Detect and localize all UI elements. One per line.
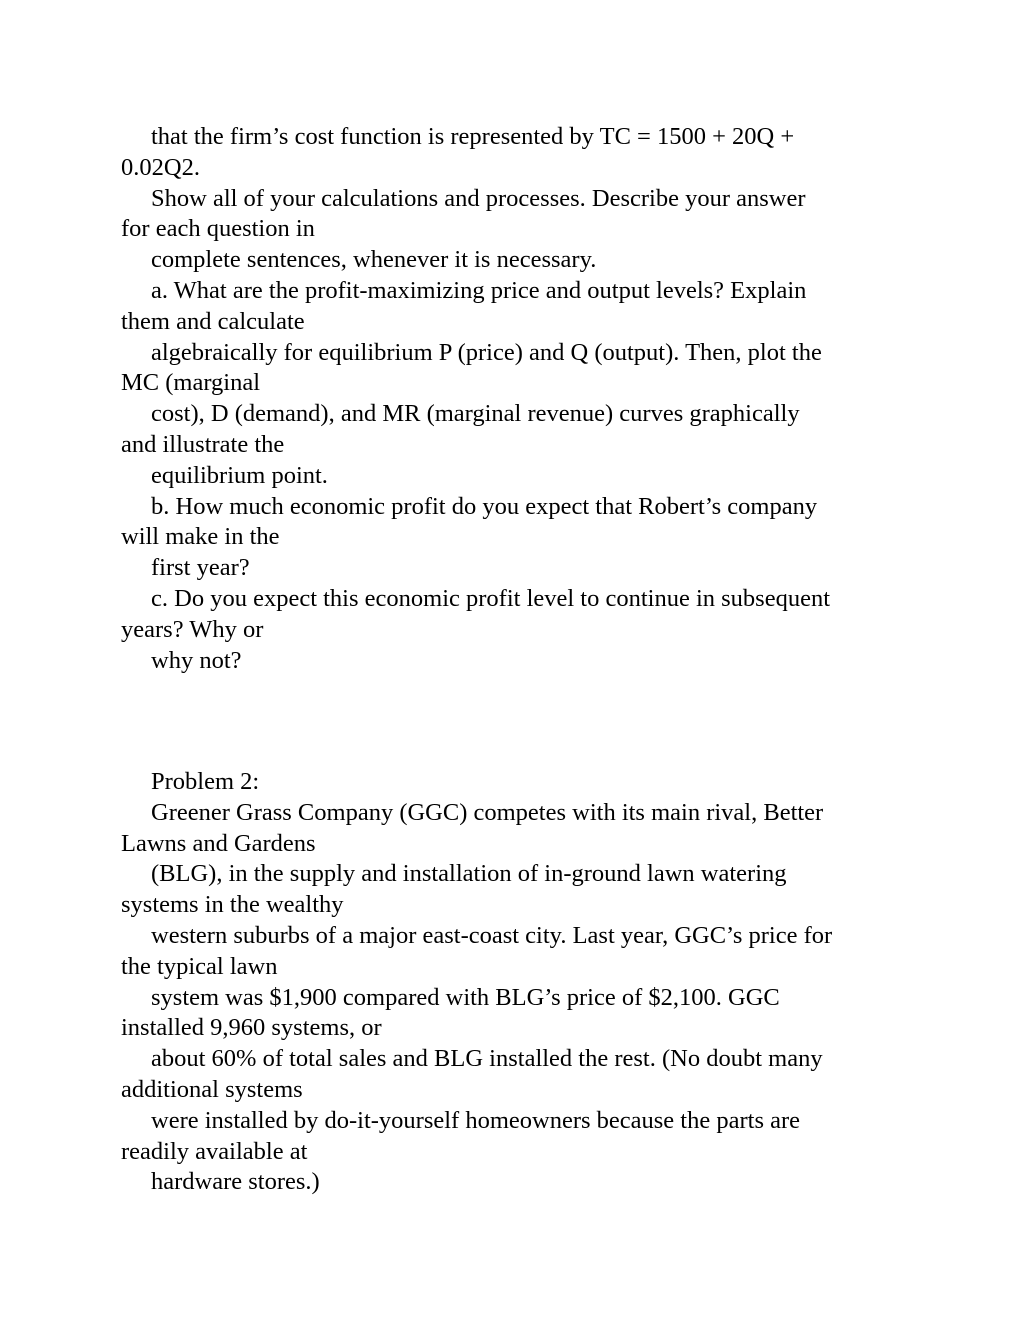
- text-line: for each question in: [121, 215, 315, 243]
- text-line: systems in the wealthy: [121, 891, 344, 919]
- text-line: equilibrium point.: [151, 461, 328, 489]
- problem-1-text: [121, 122, 921, 676]
- text-line: 0.02Q2.: [121, 153, 200, 181]
- text-line: western suburbs of a major east-coast city. Last year, GGC’s price for: [151, 921, 833, 949]
- text-line: about 60% of total sales and BLG installed the rest. (No doubt many: [151, 1045, 823, 1073]
- text-line: Show all of your calculations and processes. Describe your answer: [151, 184, 806, 212]
- text-line: them and calculate: [121, 307, 305, 335]
- text-line: hardware stores.): [151, 1168, 320, 1196]
- text-line: years? Why or: [121, 615, 264, 643]
- text-line: will make in the: [121, 523, 280, 551]
- text-line: the typical lawn: [121, 952, 278, 980]
- text-line: were installed by do-it-yourself homeowners because the parts are: [151, 1106, 801, 1134]
- text-line: MC (marginal: [121, 369, 261, 397]
- problem-2-text: [121, 767, 921, 1198]
- problem-2-heading: Problem 2:: [151, 768, 260, 795]
- text-line: installed 9,960 systems, or: [121, 1014, 382, 1042]
- text-line: Lawns and Gardens: [121, 829, 316, 857]
- text-line: why not?: [151, 646, 242, 674]
- text-line: complete sentences, whenever it is necessary.: [151, 246, 597, 274]
- text-line: cost), D (demand), and MR (marginal revenue) curves graphically: [151, 400, 800, 428]
- text-line: that the firm’s cost function is represented by TC = 1500 + 20Q +: [151, 123, 795, 150]
- question-a-line: a. What are the profit-maximizing price and output levels? Explain: [151, 276, 807, 304]
- question-c-line: c. Do you expect this economic profit level to continue in subsequent: [151, 584, 831, 612]
- text-line: (BLG), in the supply and installation of in-ground lawn watering: [151, 860, 787, 888]
- text-line: system was $1,900 compared with BLG’s price of $2,100. GGC: [151, 983, 780, 1011]
- question-b-line: b. How much economic profit do you expect that Robert’s company: [151, 492, 818, 520]
- text-line: additional systems: [121, 1075, 303, 1103]
- text-line: algebraically for equilibrium P (price) and Q (output). Then, plot the: [151, 338, 822, 366]
- text-line: first year?: [151, 554, 250, 582]
- text-line: readily available at: [121, 1137, 308, 1165]
- text-line: Greener Grass Company (GGC) competes with its main rival, Better: [151, 798, 824, 826]
- text-line: and illustrate the: [121, 430, 285, 458]
